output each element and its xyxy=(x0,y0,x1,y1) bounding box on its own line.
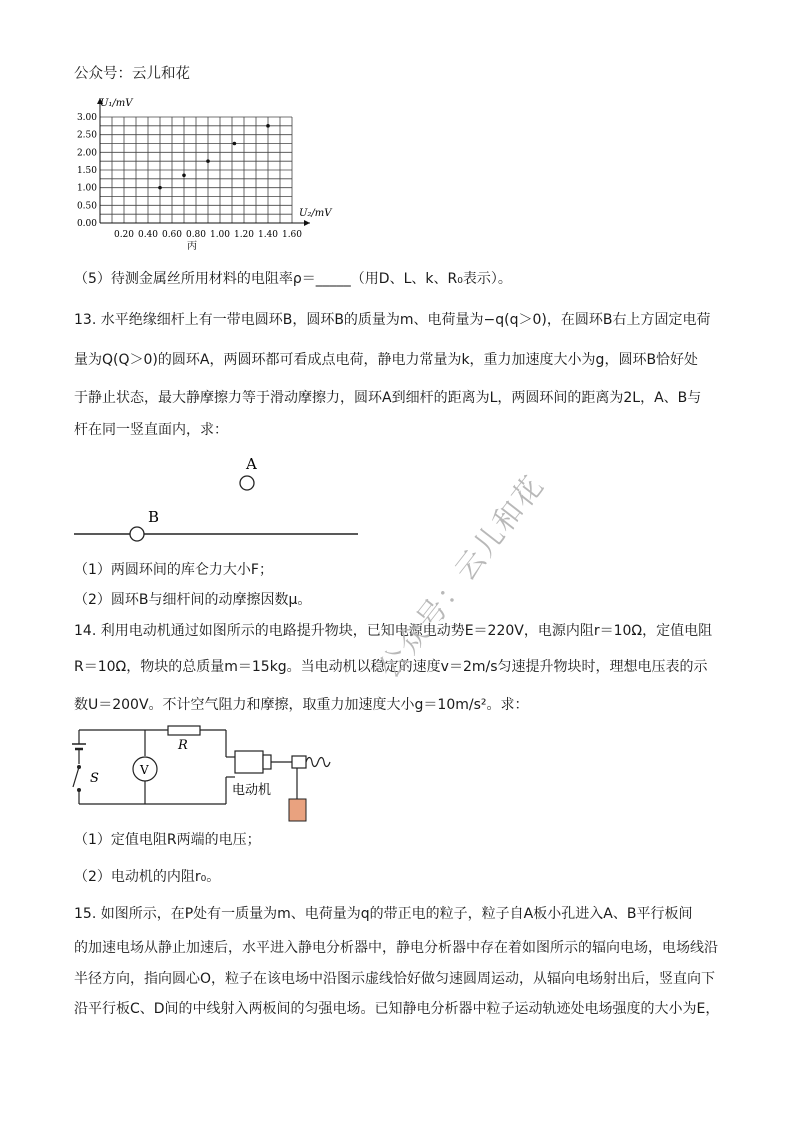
resistor-label: R xyxy=(178,738,188,753)
q13-line-4: 杆在同一竖直面内，求： xyxy=(74,422,228,438)
q14-line-1: 14. 利用电动机通过如图所示的电路提升物块，已知电源电动势E＝220V，电源内阻r＝10Ω，定值电阻 xyxy=(74,623,713,639)
chart-tick-labels xyxy=(77,113,302,240)
chart-points xyxy=(158,124,270,189)
chart-y-label: U₁/mV xyxy=(100,98,133,109)
block xyxy=(289,799,306,821)
voltmeter-label: V xyxy=(140,763,149,777)
switch-label: S xyxy=(90,771,99,786)
chart-y-tick-label: 2.50 xyxy=(76,130,97,141)
chart-caption: 丙 xyxy=(187,241,197,252)
chart-y-tick-label: 1.50 xyxy=(76,166,97,176)
chart-y-tick-label: 3.00 xyxy=(76,113,97,123)
chart-y-tick-label: 1.00 xyxy=(76,183,97,194)
chart-x-tick-label: 1.60 xyxy=(281,230,303,240)
resistor-r xyxy=(168,726,200,753)
q14-circuit-figure xyxy=(70,722,340,827)
q15-line-1: 15. 如图所示，在P处有一质量为m、电荷量为q的带正电的粒子，粒子自A板小孔进入A、B平行板间 xyxy=(74,906,693,922)
motor-label: 电动机 xyxy=(232,783,272,798)
chart-point xyxy=(266,124,270,128)
chart-x-tick-label: 0.80 xyxy=(185,230,207,240)
chart-point xyxy=(233,142,237,146)
q13-line-1: 13. 水平绝缘细杆上有一带电圆环B，圆环B的质量为m、电荷量为−q(q＞0)，在圆环B右上方固定电荷 xyxy=(74,312,711,328)
watermark: 公众号：云儿和花 xyxy=(371,468,551,685)
q15-line-3: 半径方向，指向圆心O，粒子在该电场中沿图示虚线恰好做匀速圆周运动，从辐向电场射出后，竖直向下 xyxy=(74,971,716,987)
chart-point xyxy=(182,174,186,178)
chart-x-tick-label: 0.40 xyxy=(137,230,159,240)
q12-part5: （5）待测金属丝所用材料的电阻率ρ＝_____（用D、L、k、R₀表示）。 xyxy=(74,271,512,287)
chart-y-tick-label: 2.00 xyxy=(76,148,97,159)
q15-line-4: 沿平行板C、D间的中线射入两板间的匀强电场。已知静电分析器中粒子运动轨迹处电场强度的大小为E， xyxy=(74,1001,720,1017)
ring-b-label: B xyxy=(148,508,160,526)
header-text: 公众号：云儿和花 xyxy=(74,66,190,82)
q14-part2: （2）电动机的内阻r₀。 xyxy=(74,869,221,885)
chart-x-label: U₂/mV xyxy=(299,208,332,219)
chart-x-arrow xyxy=(304,220,310,226)
chart-x-tick-label: 0.60 xyxy=(161,230,183,240)
q14-line-3: 数U＝200V。不计空气阻力和摩擦，取重力加速度大小g＝10m/s²。求： xyxy=(74,697,529,713)
q14-line-2: R＝10Ω，物块的总质量m＝15kg。当电动机以稳定的速度v＝2m/s匀速提升物块时，理想电压表的示 xyxy=(74,659,708,675)
chart-u1-u2 xyxy=(70,92,340,252)
chart-x-tick-label: 0.20 xyxy=(113,230,135,240)
chart-x-tick-label: 1.00 xyxy=(209,230,231,240)
ring-a xyxy=(240,476,254,490)
q14-part1: （1）定值电阻R两端的电压； xyxy=(74,832,261,848)
chart-y-tick-label: 0.50 xyxy=(76,201,97,212)
chart-point xyxy=(206,159,210,163)
q13-figure xyxy=(74,452,364,547)
q13-part1: （1）两圆环间的库仑力大小F； xyxy=(74,562,273,578)
ring-a-label: A xyxy=(246,455,257,473)
voltmeter xyxy=(133,730,157,804)
ring-b xyxy=(130,527,144,541)
chart-point xyxy=(158,186,162,190)
chart-grid xyxy=(100,117,292,223)
q13-part2: （2）圆环B与细杆间的动摩擦因数μ。 xyxy=(74,592,312,608)
chart-y-tick-label: 0.00 xyxy=(76,219,97,229)
chart-x-tick-label: 1.20 xyxy=(233,230,255,240)
q13-line-2: 量为Q(Q＞0)的圆环A，两圆环都可看成点电荷，静电力常量为k，重力加速度大小为g，圆环B恰好处 xyxy=(74,352,699,368)
q13-line-3: 于静止状态，最大静摩擦力等于滑动摩擦力，圆环A到细杆的距离为L，两圆环间的距离为2L，A、B与 xyxy=(74,390,702,406)
battery-symbol xyxy=(72,730,86,764)
chart-x-tick-label: 1.40 xyxy=(257,230,279,240)
motor xyxy=(232,751,330,798)
q15-line-2: 的加速电场从静止加速后，水平进入静电分析器中，静电分析器中存在着如图所示的辐向电场，电场线沿 xyxy=(74,940,718,956)
switch-s xyxy=(73,765,99,804)
